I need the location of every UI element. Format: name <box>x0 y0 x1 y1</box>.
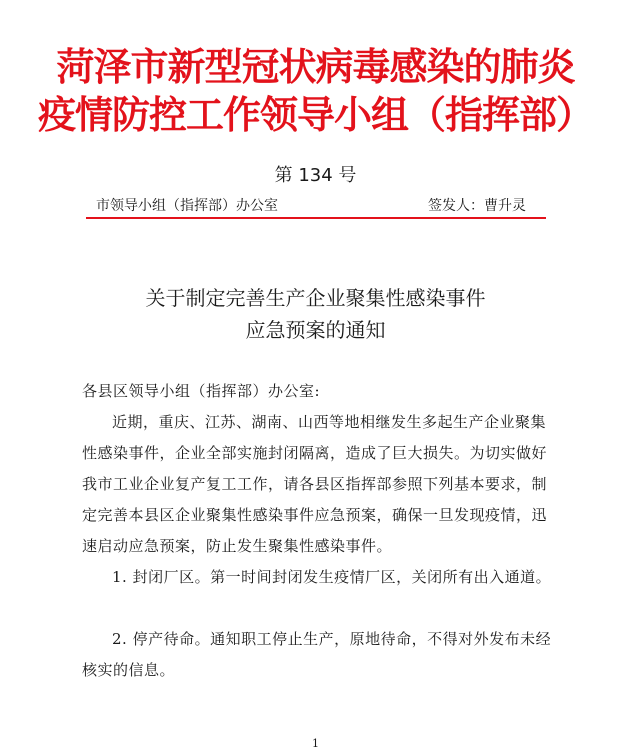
document-number: 第 134 号 <box>274 165 357 186</box>
document-header-title-line1: 菏泽市新型冠状病毒感染的肺炎 <box>56 45 575 89</box>
body-paragraph-item-1: 1. 封闭厂区。第一时间封闭发生疫情厂区，关闭所有出入通道。 <box>112 568 552 586</box>
document-header-title-line2: 疫情防控工作领导小组（指挥部） <box>37 93 593 137</box>
red-divider-line <box>86 217 546 219</box>
issuing-office: 市领导小组（指挥部）办公室 <box>96 198 278 214</box>
signer: 签发人：曹升灵 <box>428 198 526 214</box>
body-paragraph-intro: 近期，重庆、江苏、湖南、山西等地相继发生多起生产企业聚集性感染事件，企业全部实施封闭隔离，造成了巨大损失。为切实做好我市工业企业复产复工工作，请各县区指挥部参照下列基本要求，制定完善本县区企业聚集性感染事件应急预案，确保一旦发现疫情，迅速启动应急预案，防止发生聚集性感染事件。 <box>82 413 548 555</box>
page-number: 1 <box>312 737 319 750</box>
body-paragraph-item-2: 2. 停产待命。通知职工停止生产，原地待命，不得对外发布未经核实的信息。 <box>82 630 552 679</box>
salutation: 各县区领导小组（指挥部）办公室: <box>82 382 321 400</box>
issuer-row <box>96 195 526 215</box>
notice-title-line1: 关于制定完善生产企业聚集性感染事件 <box>145 286 486 310</box>
notice-title-line2: 应急预案的通知 <box>245 318 386 342</box>
